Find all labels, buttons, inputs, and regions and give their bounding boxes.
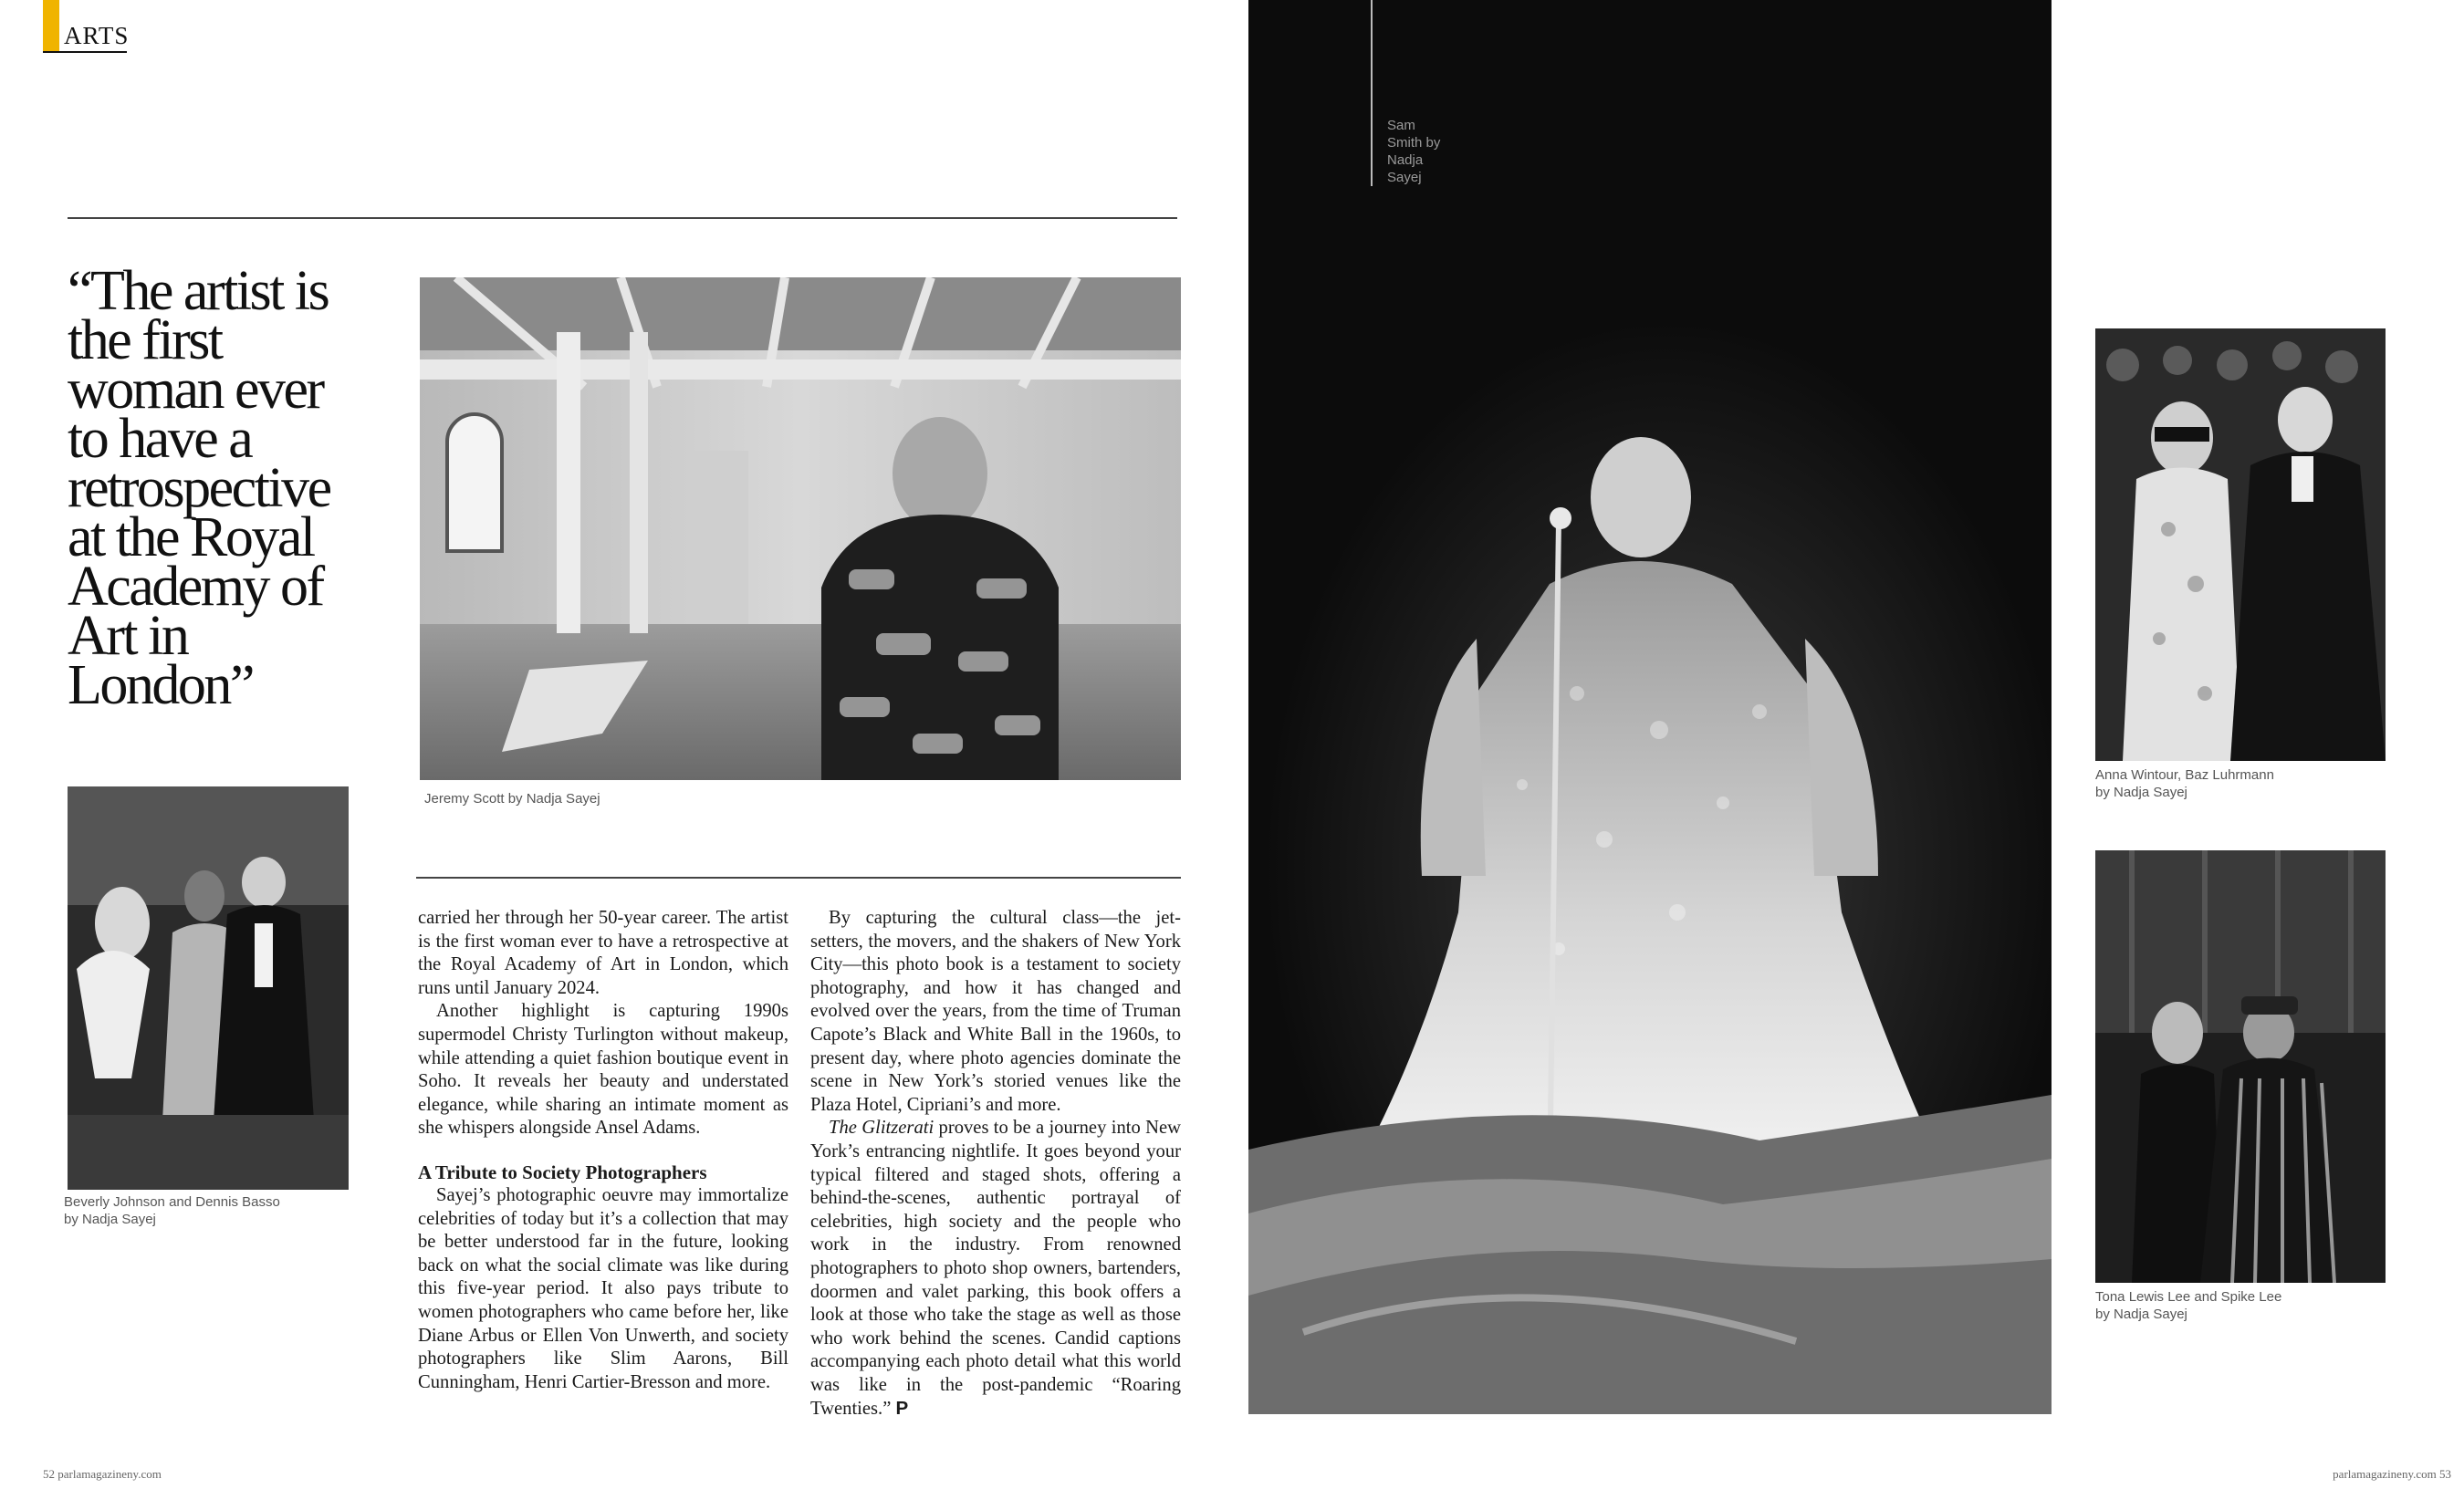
book-title: The Glitzerati — [829, 1118, 934, 1139]
caption-line: Sam — [1387, 118, 1415, 133]
article-column-2 — [810, 907, 1181, 1421]
article-paragraph: By capturing the cultural class—the jet-setters, the movers, and the shakers of New York City—this photo book is a testament to society photography, and how it has changed and evolved over the years, from the time of Truman Capote’s Black and White Ball in the 1960s, to present day, where photo agencies dominate the scene in New York’s storied venues like the Plaza Hotel, Cipriani’s and more. — [810, 908, 1181, 1115]
photo-tona-lewis-lee-spike-lee — [2095, 850, 2386, 1283]
caption-beverly-johnson-dennis-basso — [64, 1193, 280, 1228]
caption-line: by Nadja Sayej — [2095, 1307, 2187, 1322]
caption-line: Sayej — [1387, 170, 1422, 185]
article-paragraph: Sayej’s photographic oeuvre may immortalize celebrities of today but it’s a collection that may be better understood far in the future, looking back on what the social climate was like during this five-year period. It also pays tribute to women photographers who came before her, like Diane Arbus or Ellen Von Unwerth, and society photographers like Slim Aarons, Bill Cunningham, Henri Cartier-Bresson and more. — [418, 1184, 788, 1392]
photo-sam-smith — [1248, 0, 2052, 1414]
photo-anna-wintour-baz-luhrmann — [2095, 328, 2386, 761]
article-text: proves to be a journey into New York’s entrancing nightlife. It goes beyond your typical filtered and staged shots, offering a behind-the-scenes, authentic portrayal of celebrities, high society and the people who work in the industry. From renowned photographers to photo shop owners, bartenders, doormen and valet parking, this book offers a look at those who take the stage as well as those who work behind the scenes. Candid captions accompanying each photo detail what this world was like in the post-pandemic “Roaring Twenties.” — [810, 1118, 1181, 1420]
caption-sam-smith — [1387, 117, 1460, 186]
caption-line: Nadja — [1387, 152, 1424, 168]
folio-left: 52 parlamagazineny.com — [43, 1467, 162, 1481]
caption-line: Smith by — [1387, 135, 1441, 151]
photo-beverly-johnson-dennis-basso — [68, 786, 349, 1190]
article-divider — [416, 877, 1181, 879]
top-divider — [68, 217, 1177, 219]
folio-right: parlamagazineny.com 53 — [2333, 1467, 2451, 1481]
photo-jeremy-scott — [420, 277, 1181, 780]
caption-line: by Nadja Sayej — [2095, 785, 2187, 800]
article-column-1 — [418, 907, 788, 1394]
caption-line: by Nadja Sayej — [64, 1212, 156, 1227]
caption-line: Beverly Johnson and Dennis Basso — [64, 1194, 280, 1210]
article-paragraph — [810, 1117, 1181, 1421]
article-subhead: A Tribute to Society Photographers — [418, 1161, 707, 1183]
section-underline — [43, 51, 127, 53]
article-paragraph: carried her through her 50-year career. The artist is the first woman ever to have a retrospective at the Royal Academy of Art in London, which runs until January 2024. — [418, 908, 788, 998]
caption-anna-wintour-baz-luhrmann — [2095, 766, 2274, 801]
caption-tona-lewis-lee-spike-lee — [2095, 1288, 2281, 1323]
caption-line: Anna Wintour, Baz Luhrmann — [2095, 767, 2274, 783]
caption-jeremy-scott: Jeremy Scott by Nadja Sayej — [424, 791, 600, 807]
caption-rule — [1371, 0, 1373, 186]
caption-line: Tona Lewis Lee and Spike Lee — [2095, 1289, 2282, 1305]
section-accent-bar — [43, 0, 59, 51]
pull-quote: “The artist is the first woman ever to have a retrospective at the Royal Academy of Art in London” — [68, 260, 330, 716]
article-paragraph: Another highlight is capturing 1990s supermodel Christy Turlington without makeup, while attending a quiet fashion boutique event in Soho. It reveals her beauty and understated elegance, while sharing an intimate moment as she whispers alongside Ansel Adams. — [418, 1001, 788, 1139]
end-mark: P — [895, 1398, 909, 1420]
section-label: ARTS — [64, 22, 130, 49]
